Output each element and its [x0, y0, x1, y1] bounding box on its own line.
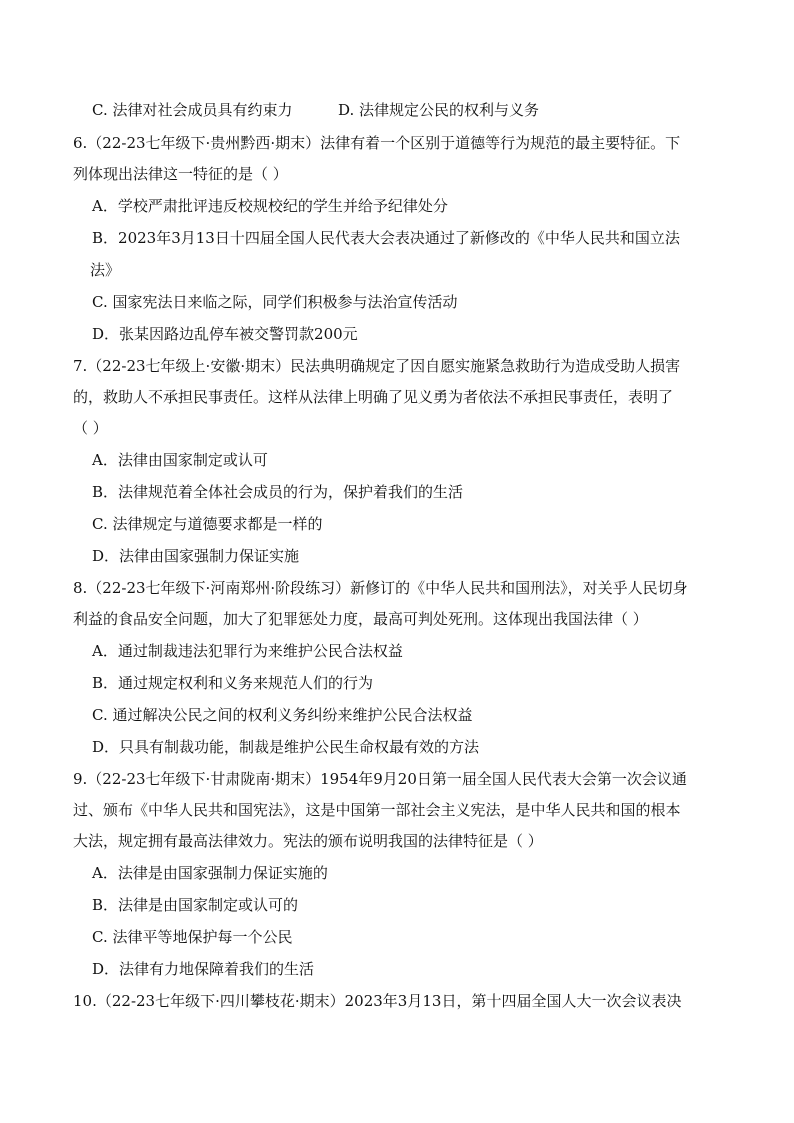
q9-stem-line-2: 过、颁布《中华人民共和国宪法》，这是中国第一部社会主义宪法，是中华人民共和国的根本: [73, 801, 681, 819]
q9-option-d: D．法律有力地保障着我们的生活: [92, 960, 315, 978]
q7-option-a: A．法律由国家制定或认可: [92, 451, 268, 469]
q7-stem-line-1: 7.（22-23七年级上·安徽·期末）民法典明确规定了因自愿实施紧急救助行为造成受助人损害: [73, 357, 681, 375]
q8-option-b: B．通过规定权利和义务来规范人们的行为: [92, 674, 374, 692]
q8-option-a: A．通过制裁违法犯罪行为来维护公民合法权益: [92, 642, 403, 660]
q9-option-b: B．法律是由国家制定或认可的: [92, 896, 299, 914]
q5-options-c-d: [92, 100, 752, 120]
q6-option-d: D．张某因路边乱停车被交警罚款200元: [92, 325, 358, 343]
q9-stem-line-1: 9.（22-23七年级下·甘肃陇南·期末）1954年9月20日第一届全国人民代表大会第一次会议通: [73, 770, 687, 788]
q8-stem-line-1: 8.（22-23七年级下·河南郑州·阶段练习）新修订的《中华人民共和国刑法》，对关乎人民切身: [73, 579, 688, 597]
q8-option-c: C. 通过解决公民之间的权利义务纠纷来维护公民合法权益: [92, 706, 473, 724]
q7-stem-line-2: 的，救助人不承担民事责任。这样从法律上明确了见义勇为者依法不承担民事责任，表明了: [73, 388, 674, 406]
q8-option-d: D．只具有制裁功能，制裁是维护公民生命权最有效的方法: [92, 738, 480, 756]
q6-option-c: C. 国家宪法日来临之际，同学们积极参与法治宣传活动: [92, 293, 458, 311]
q7-option-d: D．法律由国家强制力保证实施: [92, 547, 300, 565]
q6-option-b: B．2023年3月13日十四届全国人民代表大会表决通过了新修改的《中华人民共和国立法: [92, 229, 680, 247]
q5-option-d: D. 法律规定公民的权利与义务: [338, 101, 540, 119]
q8-stem-line-2: 利益的食品安全问题，加大了犯罪惩处力度，最高可判处死刑。这体现出我国法律（ ）: [73, 610, 648, 628]
q7-stem-line-3: （ ）: [73, 419, 108, 437]
q6-stem-line-1: 6.（22-23七年级下·贵州黔西·期末）法律有着一个区别于道德等行为规范的最主要特征。下: [73, 134, 681, 152]
q9-option-c: C. 法律平等地保护每一个公民: [92, 928, 293, 946]
q7-option-b: B．法律规范着全体社会成员的行为，保护着我们的生活: [92, 483, 464, 501]
q9-stem-line-3: 大法，规定拥有最高法律效力。宪法的颁布说明我国的法律特征是（ ）: [73, 832, 543, 850]
q5-option-c: C. 法律对社会成员具有约束力: [92, 101, 293, 119]
q7-option-c: C. 法律规定与道德要求都是一样的: [92, 515, 323, 533]
q10-stem-line-1: 10.（22-23七年级下·四川攀枝花·期末）2023年3月13日，第十四届全国人大一次会议表决: [73, 992, 682, 1010]
q9-option-a: A．法律是由国家强制力保证实施的: [92, 864, 328, 882]
q6-option-b-continued: 法》: [90, 261, 121, 279]
q6-option-a: A．学校严肃批评违反校规校纪的学生并给予纪律处分: [92, 197, 448, 215]
q6-stem-line-2: 列体现出法律这一特征的是（ ）: [73, 165, 288, 183]
